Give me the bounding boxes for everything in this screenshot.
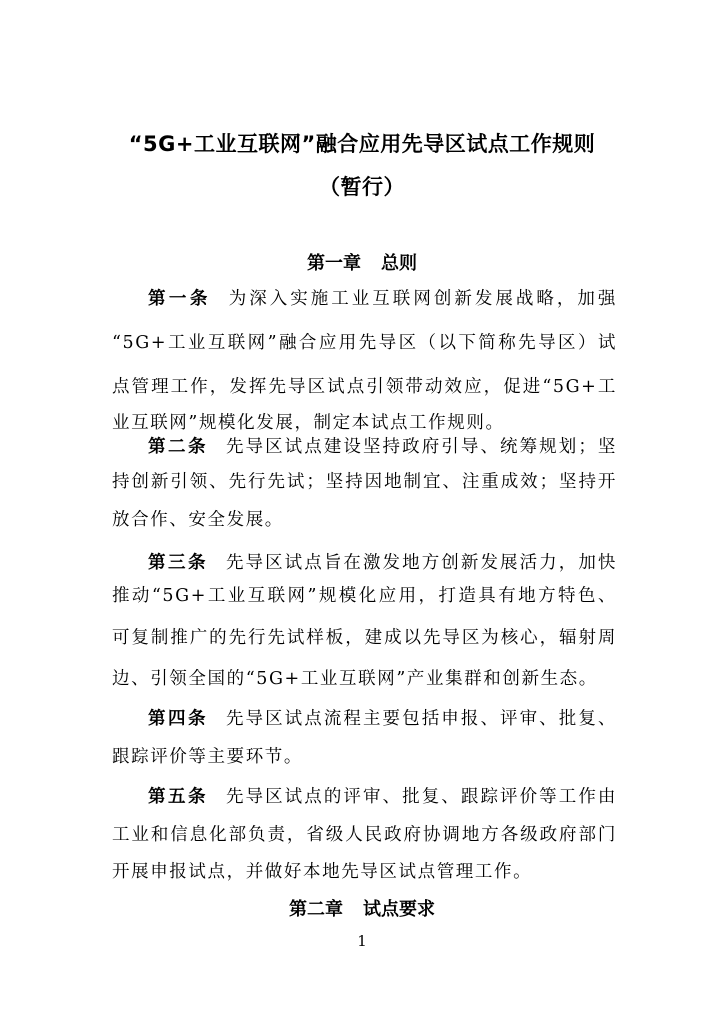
article-2-line-3: 放合作、安全发展。 <box>112 510 284 530</box>
article-text: 先导区试点旨在激发地方创新发展活力，加快 <box>225 553 618 573</box>
article-text: 先导区试点的评审、批复、跟踪评价等工作由 <box>225 787 618 807</box>
article-1-line-3: 点管理工作，发挥先导区试点引领带动效应，促进“5G+工 <box>112 377 617 397</box>
article-1-line-1 <box>148 287 617 311</box>
article-2-line-2: 持创新引领、先行先试；坚持因地制宜、注重成效；坚持开 <box>112 472 617 492</box>
article-2-line-1 <box>148 435 617 459</box>
article-label: 第三条 <box>148 553 208 573</box>
article-3-line-1 <box>148 551 617 575</box>
article-1-line-4: 业互联网”规模化发展，制定本试点工作规则。 <box>112 413 505 433</box>
article-3-line-4: 边、引领全国的“5G+工业互联网”产业集群和创新生态。 <box>112 669 598 689</box>
document-title: “5G+工业互联网”融合应用先导区试点工作规则 <box>128 132 596 156</box>
article-text: 为深入实施工业互联网创新发展战略，加强 <box>228 289 617 309</box>
chapter-name: 试点要求 <box>363 899 435 920</box>
article-text: 先导区试点建设坚持政府引导、统筹规划；坚 <box>225 437 618 457</box>
article-label: 第一条 <box>148 289 211 309</box>
article-5-line-1 <box>148 785 617 809</box>
article-4-line-2: 跟踪评价等主要环节。 <box>112 747 303 767</box>
article-3-line-2: 推动“5G+工业互联网”规模化应用，打造具有地方特色、 <box>112 586 617 606</box>
page-number: 1 <box>357 932 367 950</box>
article-label: 第五条 <box>148 787 208 807</box>
chapter-name: 总则 <box>381 253 417 274</box>
chapter-heading-1 <box>0 249 724 275</box>
document-subtitle: （暂行） <box>319 175 405 199</box>
chapter-label: 第二章 <box>289 899 343 920</box>
article-text: 先导区试点流程主要包括申报、评审、批复、 <box>225 709 618 729</box>
chapter-heading-2 <box>0 895 724 921</box>
article-4-line-1 <box>148 707 617 731</box>
article-5-line-3: 开展申报试点，并做好本地先导区试点管理工作。 <box>112 862 533 882</box>
article-1-line-2: “5G+工业互联网”融合应用先导区（以下简称先导区）试 <box>112 333 617 353</box>
article-5-line-2: 工业和信息化部负责，省级人民政府协调地方各级政府部门 <box>112 825 617 845</box>
article-label: 第四条 <box>148 709 208 729</box>
article-3-line-3: 可复制推广的先行先试样板，建成以先导区为核心，辐射周 <box>112 628 617 648</box>
article-label: 第二条 <box>148 437 208 457</box>
chapter-label: 第一章 <box>307 253 361 274</box>
